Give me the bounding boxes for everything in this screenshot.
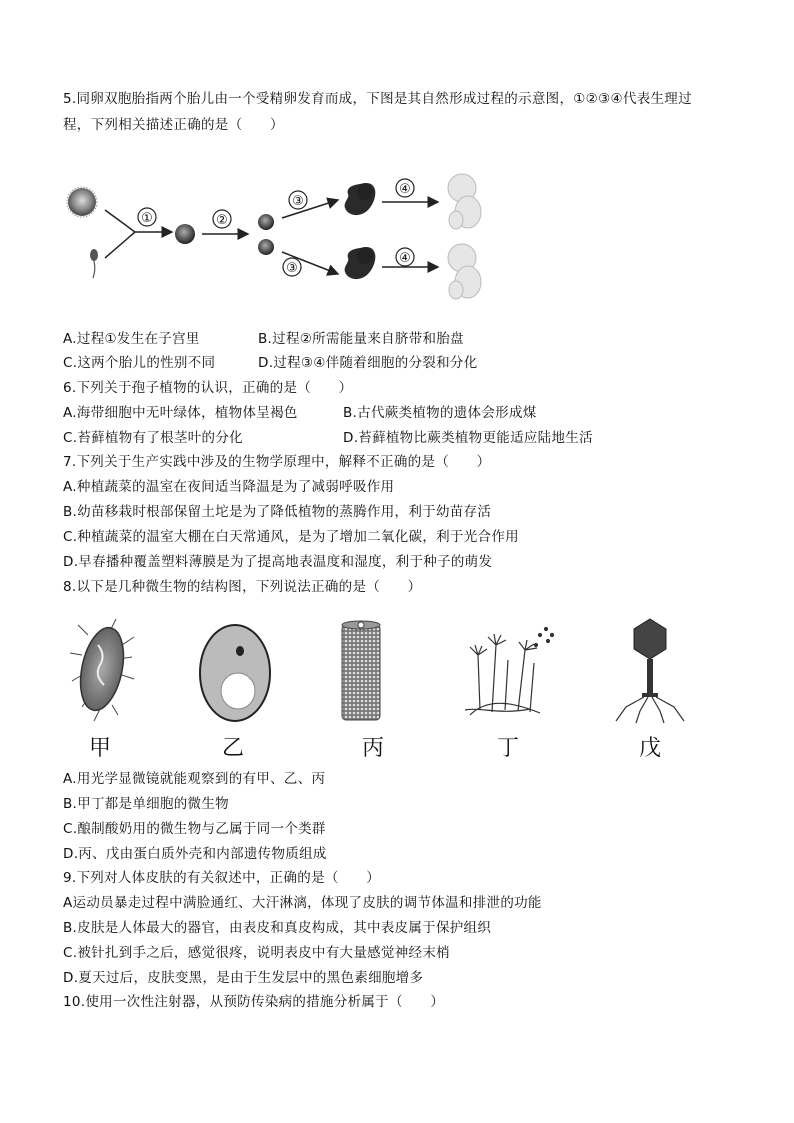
zygote-icon <box>175 224 195 244</box>
q9-option-a: A运动员暴走过程中满脸通红、大汗淋漓，体现了皮肤的调节体温和排泄的功能 <box>63 895 542 911</box>
embryo-icon <box>345 183 376 215</box>
fetus-icon <box>448 244 481 299</box>
sperm-cell-icon <box>90 249 98 278</box>
microorganism-diagram <box>60 615 720 765</box>
q5-option-c: C.这两个胎儿的性别不同 <box>63 355 216 371</box>
q5-stem-line2: 程，下列相关描述正确的是（ ） <box>63 117 284 133</box>
q5-stem-line1: 5.同卵双胞胎指两个胎儿由一个受精卵发育而成，下图是其自然形成过程的示意图，①②③④代表生理过 <box>63 91 692 107</box>
step2-label: ② <box>216 213 228 228</box>
q9-option-d: D.夏天过后，皮肤变黑，是由于生发层中的黑色素细胞增多 <box>63 970 424 986</box>
organism-label-2: 乙 <box>221 736 245 761</box>
q9-stem: 9.下列对人体皮肤的有关叙述中，正确的是（ ） <box>63 870 381 886</box>
split-cell-icon <box>258 239 274 255</box>
q5-option-a: A.过程①发生在子宫里 <box>63 331 200 347</box>
organism-label-5: 戊 <box>638 736 662 761</box>
step1-label: ① <box>141 211 153 226</box>
q6-option-d: D.苔藓植物比蕨类植物更能适应陆地生活 <box>343 430 593 446</box>
q8-option-b: B.甲丁都是单细胞的微生物 <box>63 796 229 812</box>
egg-cell-icon <box>67 187 97 217</box>
q8-option-a: A.用光学显微镜就能观察到的有甲、乙、丙 <box>63 771 326 787</box>
rod-virus-icon <box>342 621 380 720</box>
fetus-icon <box>448 174 481 229</box>
yeast-cell-icon <box>200 625 270 721</box>
q7-option-c: C.种植蔬菜的温室大棚在白天常通风，是为了增加二氧化碳，利于光合作用 <box>63 529 519 545</box>
organism-label-4: 丁 <box>496 736 520 761</box>
q6-stem: 6.下列关于孢子植物的认识，正确的是（ ） <box>63 380 353 396</box>
fertilization-diagram <box>60 170 500 320</box>
step4b-label: ④ <box>399 251 411 266</box>
q6-option-b: B.古代蕨类植物的遗体会形成煤 <box>343 405 537 421</box>
bacterium-icon <box>70 619 134 721</box>
mold-fungus-icon <box>465 628 554 716</box>
q7-stem: 7.下列关于生产实践中涉及的生物学原理中，解释不正确的是（ ） <box>63 454 491 470</box>
q8-option-c: C.酿制酸奶用的微生物与乙属于同一个类群 <box>63 821 326 837</box>
q10-stem: 10.使用一次性注射器，从预防传染病的措施分析属于（ ） <box>63 994 445 1010</box>
organism-label-1: 甲 <box>88 736 112 761</box>
q8-option-d: D.丙、戊由蛋白质外壳和内部遗传物质组成 <box>63 846 327 862</box>
q9-option-c: C.被针扎到手之后，感觉很疼，说明表皮中有大量感觉神经末梢 <box>63 945 450 961</box>
q6-option-a: A.海带细胞中无叶绿体，植物体呈褐色 <box>63 405 298 421</box>
q8-stem: 8.以下是几种微生物的结构图，下列说法正确的是（ ） <box>63 579 422 595</box>
organism-label-3: 丙 <box>361 736 385 761</box>
q5-option-b: B.过程②所需能量来自脐带和胎盘 <box>258 331 464 347</box>
step3a-label: ③ <box>292 194 304 209</box>
q5-option-d: D.过程③④伴随着细胞的分裂和分化 <box>258 355 478 371</box>
q7-option-b: B.幼苗移栽时根部保留土坨是为了降低植物的蒸腾作用，利于幼苗存活 <box>63 504 492 520</box>
q6-option-c: C.苔藓植物有了根茎叶的分化 <box>63 430 243 446</box>
split-cell-icon <box>258 214 274 230</box>
q9-option-b: B.皮肤是人体最大的器官，由表皮和真皮构成，其中表皮属于保护组织 <box>63 920 492 936</box>
q7-option-a: A.种植蔬菜的温室在夜间适当降温是为了减弱呼吸作用 <box>63 479 395 495</box>
q7-option-d: D.早春播种覆盖塑料薄膜是为了提高地表温度和湿度，利于种子的萌发 <box>63 554 493 570</box>
step4a-label: ④ <box>399 182 411 197</box>
embryo-icon <box>345 247 376 279</box>
step3b-label: ③ <box>286 261 298 276</box>
bacteriophage-icon <box>616 619 684 723</box>
